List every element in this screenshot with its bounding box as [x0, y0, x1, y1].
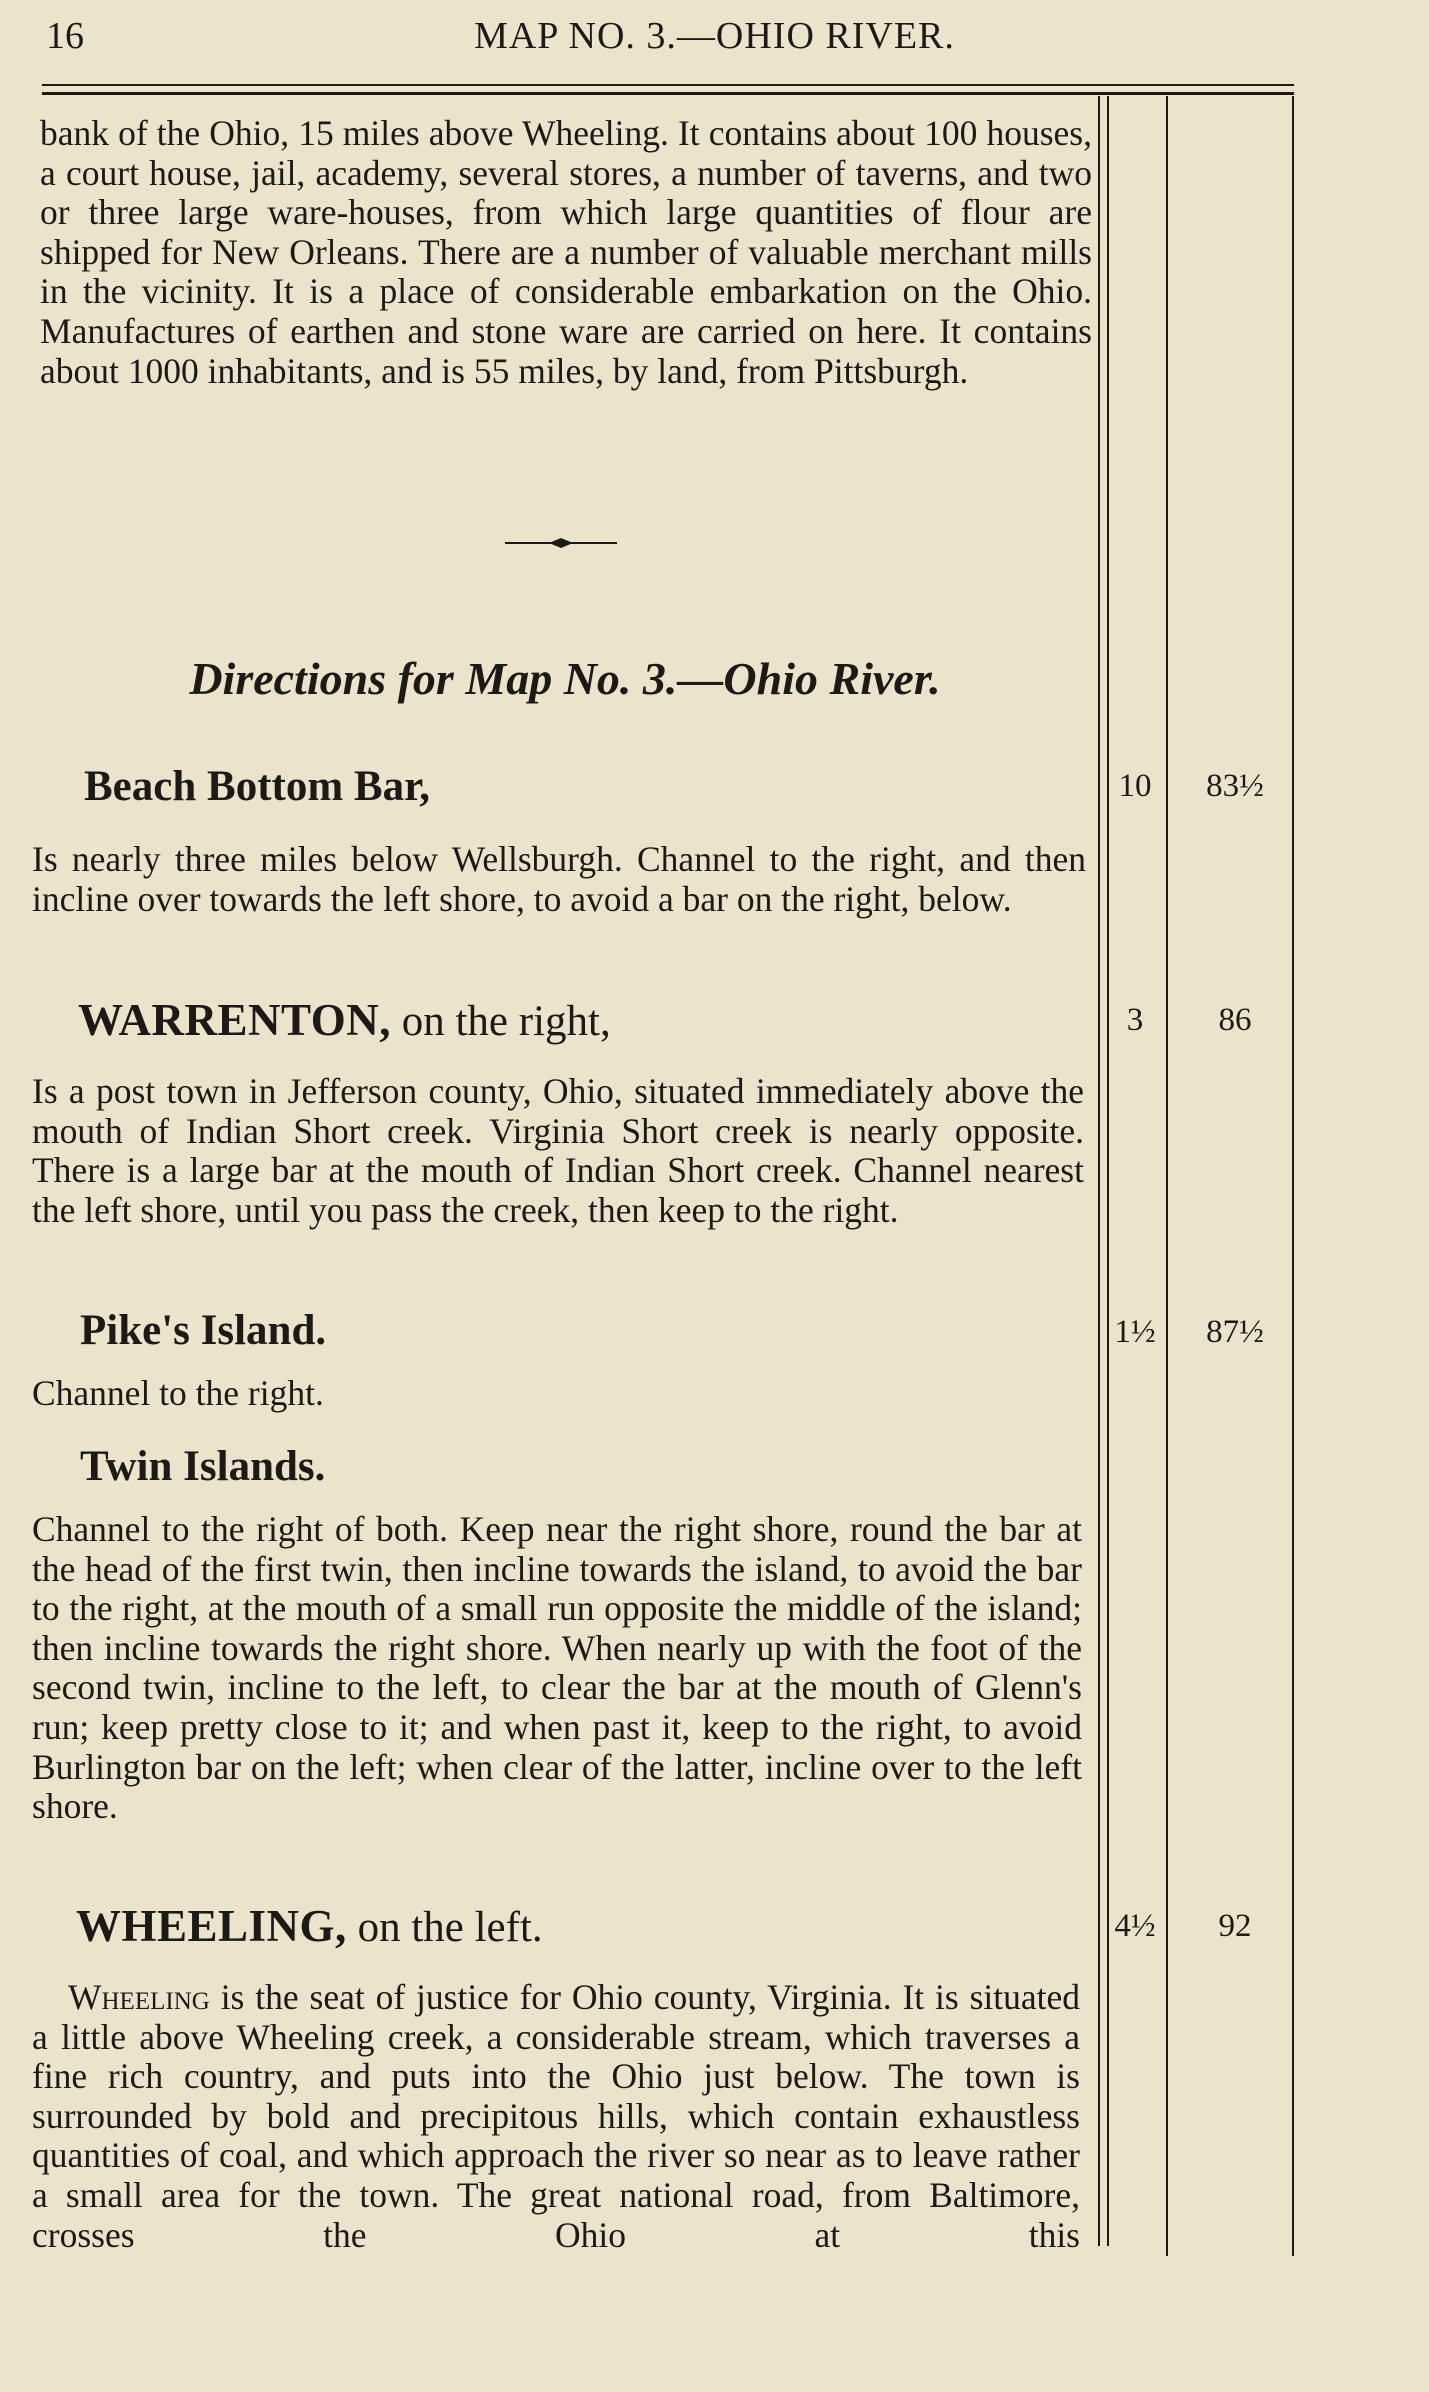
entry-title-suffix: on the left.: [346, 1904, 543, 1951]
entry-title-main: Twin Islands.: [80, 1443, 326, 1490]
section-title: Directions for Map No. 3.—Ohio River.: [189, 653, 941, 704]
header-rule-bottom: [42, 92, 1294, 95]
running-title: MAP NO. 3.—OHIO RIVER.: [474, 15, 955, 57]
entry-title-main: WHEELING,: [76, 1901, 347, 1951]
intro-paragraph: bank of the Ohio, 15 miles above Wheeling. It contains about 100 houses, a court house, jail, academy, several stores, a number of taverns, and two or three large ware-houses, from which large quantities of flour are shipped for New Orleans. There are a number of valuable merchant mills in the vicinity. It is a place of considerable embarkation on the Ohio. Manufactures of earthen and stone ware are carried on here. It contains about 1000 inhabitants, and is 55 miles, by land, from Pittsburgh.: [40, 113, 1092, 391]
entry-title: [84, 762, 430, 811]
page-number: 16: [46, 15, 84, 57]
entry-title: [78, 994, 611, 1046]
entry-title: [80, 1306, 326, 1355]
column-rule-distance: [1166, 96, 1168, 2256]
total-value: 86: [1218, 1002, 1252, 1038]
entry-title: [80, 1442, 325, 1491]
entry-title: [76, 1900, 543, 1952]
entry-title-main: WARRENTON,: [78, 995, 391, 1045]
column-rule-text: [1098, 96, 1100, 2246]
distance-value: 4½: [1114, 1908, 1156, 1944]
entry-text: Channel to the right of both. Keep near the right shore, round the bar at the head of the first twin, then incline towards the island, to avoid the bar to the right, at the mouth of a small run opposite the middle of the island; then incline towards the right shore. When nearly up with the foot of the second twin, incline to the left, to clear the bar at the mouth of Glenn's run; keep pretty close to it; and when past it, keep to the right, to avoid Burlington bar on the left; when clear of the latter, incline over to the left shore.: [32, 1509, 1082, 1827]
entry-title-suffix: on the right,: [390, 998, 611, 1045]
entry-text: Channel to the right.: [32, 1373, 324, 1413]
total-value: 87½: [1206, 1314, 1264, 1350]
total-value: 92: [1218, 1908, 1252, 1944]
distance-value: 3: [1126, 1002, 1144, 1038]
header-rule-top: [42, 84, 1294, 86]
entry-text: [32, 1978, 1080, 2255]
column-rule-total: [1292, 96, 1294, 2256]
entry-lead-word: Wheeling: [68, 1977, 210, 2017]
entry-text-body: is the seat of justice for Ohio county, Virginia. It is situated a little above Wheeling creek, a considerable stream, which traverses a fine rich country, and puts into the Ohio just below. The town is surrounded by bold and precipitous hills, which contain exhaustless quantities of coal, and which approach the river so near as to leave rather a small area for the town. The great national road, from Baltimore, crosses the Ohio at this: [32, 1977, 1080, 2255]
distance-value: 10: [1118, 768, 1152, 804]
distance-value: 1½: [1114, 1314, 1156, 1350]
entry-title-main: Beach Bottom Bar,: [84, 763, 430, 810]
entry-text: Is nearly three miles below Wellsburgh. Channel to the right, and then incline over towards the left shore, to avoid a bar on the right, below.: [32, 839, 1086, 919]
entry-text: Is a post town in Jefferson county, Ohio, situated immediately above the mouth of Indian Short creek. Virginia Short creek is nearly opposite. There is a large bar at the mouth of Indian Short creek. Channel nearest the left shore, until you pass the creek, then keep to the right.: [32, 1071, 1084, 1230]
total-value: 83½: [1206, 768, 1264, 804]
ornament-divider-icon: [505, 535, 617, 551]
entry-title-main: Pike's Island.: [80, 1307, 327, 1354]
